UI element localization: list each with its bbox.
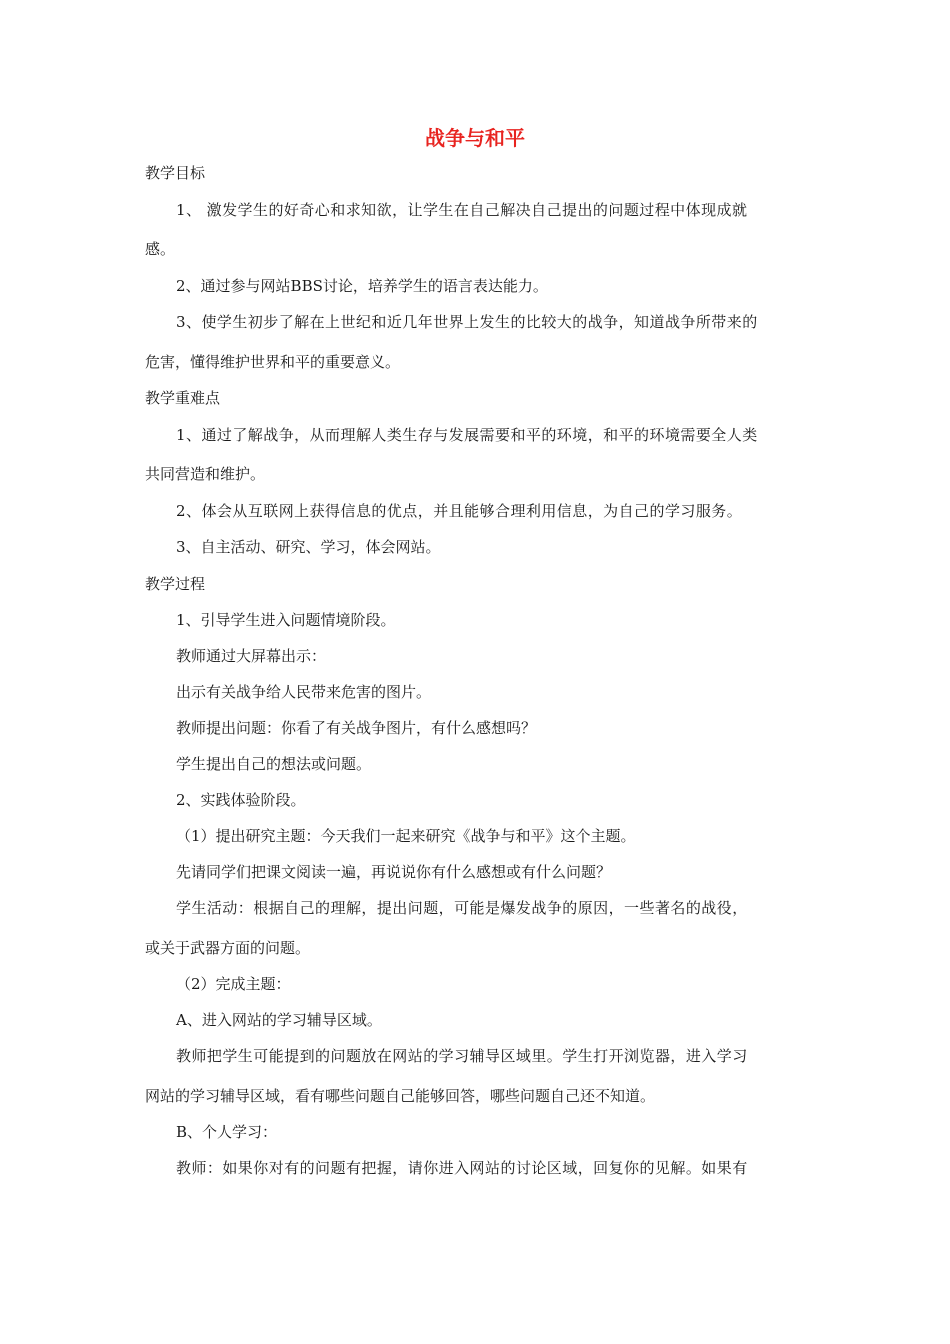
heading-teaching-goals: 教学目标 bbox=[145, 164, 206, 182]
paragraph-line: 先请同学们把课文阅读一遍，再说说你有什么感想或有什么问题？ bbox=[176, 863, 612, 881]
paragraph-line: 危害，懂得维护世界和平的重要意义。 bbox=[145, 353, 401, 371]
paragraph-line: 3、使学生初步了解在上世纪和近几年世界上发生的比较大的战争，知道战争所带来的 bbox=[176, 313, 758, 331]
paragraph-line: 教师把学生可能提到的问题放在网站的学习辅导区域里。学生打开浏览器，进入学习 bbox=[176, 1047, 748, 1065]
paragraph-line: 2、通过参与网站BBS讨论，培养学生的语言表达能力。 bbox=[176, 277, 548, 295]
paragraph-line: 2、体会从互联网上获得信息的优点，并且能够合理利用信息，为自己的学习服务。 bbox=[176, 502, 743, 520]
heading-key-points: 教学重难点 bbox=[145, 389, 221, 407]
paragraph-line: 1、通过了解战争，从而理解人类生存与发展需要和平的环境，和平的环境需要全人类 bbox=[176, 426, 758, 444]
paragraph-line: 2、实践体验阶段。 bbox=[176, 791, 306, 809]
paragraph-line: 感。 bbox=[145, 240, 176, 258]
paragraph-line: （1）提出研究主题：今天我们一起来研究《战争与和平》这个主题。 bbox=[176, 827, 636, 845]
paragraph-line: （2）完成主题： bbox=[176, 975, 291, 993]
paragraph-line: 1、 激发学生的好奇心和求知欲，让学生在自己解决自己提出的问题过程中体现成就 bbox=[176, 201, 748, 219]
document-title: 战争与和平 bbox=[425, 126, 525, 150]
paragraph-line: B、个人学习： bbox=[176, 1123, 278, 1141]
paragraph-line: 或关于武器方面的问题。 bbox=[145, 939, 311, 957]
paragraph-line: 教师：如果你对有的问题有把握，请你进入网站的讨论区域，回复你的见解。如果有 bbox=[176, 1159, 748, 1177]
paragraph-line: 出示有关战争给人民带来危害的图片。 bbox=[176, 683, 432, 701]
paragraph-line: 教师提出问题：你看了有关战争图片，有什么感想吗？ bbox=[176, 719, 537, 737]
paragraph-line: 共同营造和维护。 bbox=[145, 465, 266, 483]
paragraph-line: 3、自主活动、研究、学习，体会网站。 bbox=[176, 538, 441, 556]
paragraph-line: 学生活动：根据自己的理解，提出问题，可能是爆发战争的原因，一些著名的战役， bbox=[176, 899, 748, 917]
paragraph-line: 1、引导学生进入问题情境阶段。 bbox=[176, 611, 396, 629]
paragraph-line: A、进入网站的学习辅导区域。 bbox=[176, 1011, 382, 1029]
heading-teaching-process: 教学过程 bbox=[145, 575, 206, 593]
paragraph-line: 教师通过大屏幕出示： bbox=[176, 647, 327, 665]
paragraph-line: 学生提出自己的想法或问题。 bbox=[176, 755, 372, 773]
paragraph-line: 网站的学习辅导区域，看有哪些问题自己能够回答，哪些问题自己还不知道。 bbox=[145, 1087, 656, 1105]
